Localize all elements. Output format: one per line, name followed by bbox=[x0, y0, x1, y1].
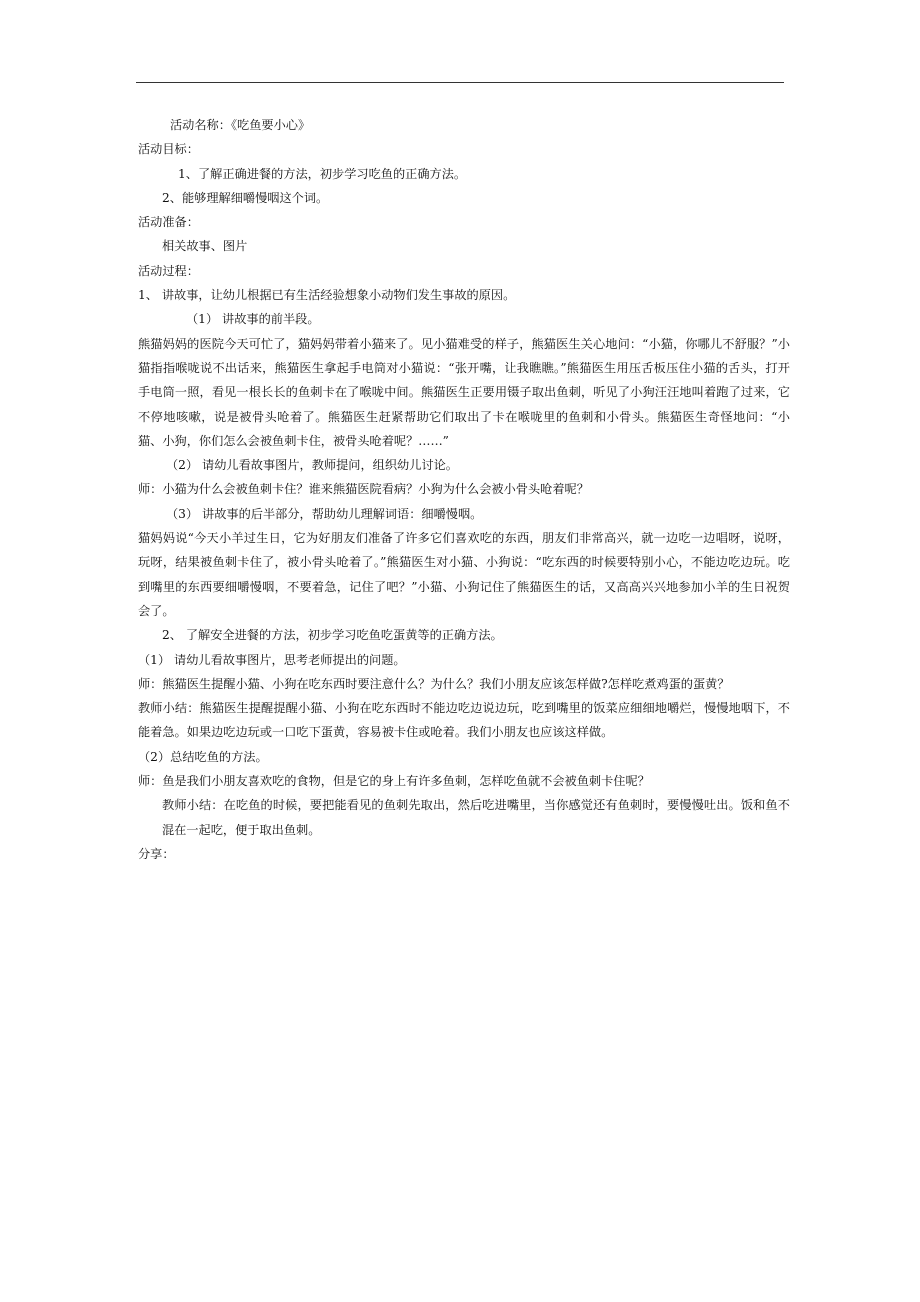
story-part-2: 猫妈妈说“今天小羊过生日，它为好朋友们准备了许多它们喜欢吃的东西，朋友们非常高兴，就一边吃一边唱呀，说呀，玩呀，结果被鱼刺卡住了，被小骨头呛着了。”熊猫医生对小猫、小狗说：“吃东西的时候要特别小心，不能边吃边玩。吃到嘴里的东西要细嚼慢咽，不要着急，记住了吧？”小猫、小狗记住了熊猫医生的话，又高高兴兴地参加小羊的生日祝贺会了。 bbox=[138, 531, 790, 618]
prep-heading: 活动准备： bbox=[138, 215, 199, 230]
teacher-summary-2: 教师小结：在吃鱼的时候，要把能看见的鱼刺先取出，然后吃进嘴里，当你感觉还有鱼刺时，要慢慢吐出。饭和鱼不混在一起吃，便于取出鱼刺。 bbox=[162, 798, 790, 837]
step-2-1: （1） 请幼儿看故事图片，思考老师提出的问题。 bbox=[138, 652, 406, 667]
prep-items: 相关故事、图片 bbox=[162, 239, 248, 254]
teacher-question-2: 师：熊猫医生提醒小猫、小狗在吃东西时要注意什么？为什么？我们小朋友应该怎样做?怎样吃煮鸡蛋的蛋黄？ bbox=[138, 676, 730, 691]
step-1-3: （3） 讲故事的后半部分，帮助幼儿理解词语：细嚼慢咽。 bbox=[166, 506, 483, 521]
goal-2: 2、能够理解细嚼慢咽这个词。 bbox=[162, 190, 329, 205]
header-rule bbox=[136, 82, 784, 83]
goal-1: 1、了解正确进餐的方法，初步学习吃鱼的正确方法。 bbox=[178, 166, 467, 181]
step-2: 2、 了解安全进餐的方法，初步学习吃鱼吃蛋黄等的正确方法。 bbox=[162, 628, 503, 643]
step-2-2: （2）总结吃鱼的方法。 bbox=[138, 749, 268, 764]
teacher-summary-1: 教师小结：熊猫医生提醒提醒小猫、小狗在吃东西时不能边吃边说边玩，吃到嘴里的饭菜应细细地嚼烂，慢慢地咽下，不能着急。如果边吃边玩或一口吃下蛋黄，容易被卡住或呛着。我们小朋友也应该这样做。 bbox=[138, 701, 790, 740]
activity-name: 活动名称：《吃鱼要小心》 bbox=[170, 118, 311, 132]
step-1: 1、 讲故事，让幼儿根据已有生活经验想象小动物们发生事故的原因。 bbox=[138, 288, 516, 303]
story-part-1: 熊猫妈妈的医院今天可忙了，猫妈妈带着小猫来了。见小猫难受的样子，熊猫医生关心地问：“小猫，你哪儿不舒服？”小猫指指喉咙说不出话来，熊猫医生拿起手电筒对小猫说：“张开嘴，让我瞧瞧。”熊猫医生用压舌板压住小猫的舌头，打开手电筒一照，看见一根长长的鱼刺卡在了喉咙中间。熊猫医生正要用镊子取出鱼刺，听见了小狗汪汪地叫着跑了过来，它不停地咳嗽，说是被骨头呛着了。熊猫医生赶紧帮助它们取出了卡在喉咙里的鱼刺和小骨头。熊猫医生奇怪地问：“小猫、小狗，你们怎么会被鱼刺卡住，被骨头呛着呢？……” bbox=[138, 336, 790, 448]
share-heading: 分享： bbox=[138, 846, 175, 861]
teacher-question-1: 师：小猫为什么会被鱼刺卡住？谁来熊猫医院看病？小狗为什么会被小骨头呛着呢？ bbox=[138, 482, 589, 497]
step-1-2: （2） 请幼儿看故事图片，教师提问，组织幼儿讨论。 bbox=[166, 458, 458, 473]
process-heading: 活动过程： bbox=[138, 263, 199, 278]
goals-heading: 活动目标： bbox=[138, 142, 199, 157]
teacher-question-3: 师：鱼是我们小朋友喜欢吃的食物，但是它的身上有许多鱼刺，怎样吃鱼就不会被鱼刺卡住呢？ bbox=[138, 774, 650, 789]
step-1-1: （1） 讲故事的前半段。 bbox=[186, 312, 320, 327]
document-body bbox=[138, 113, 790, 866]
